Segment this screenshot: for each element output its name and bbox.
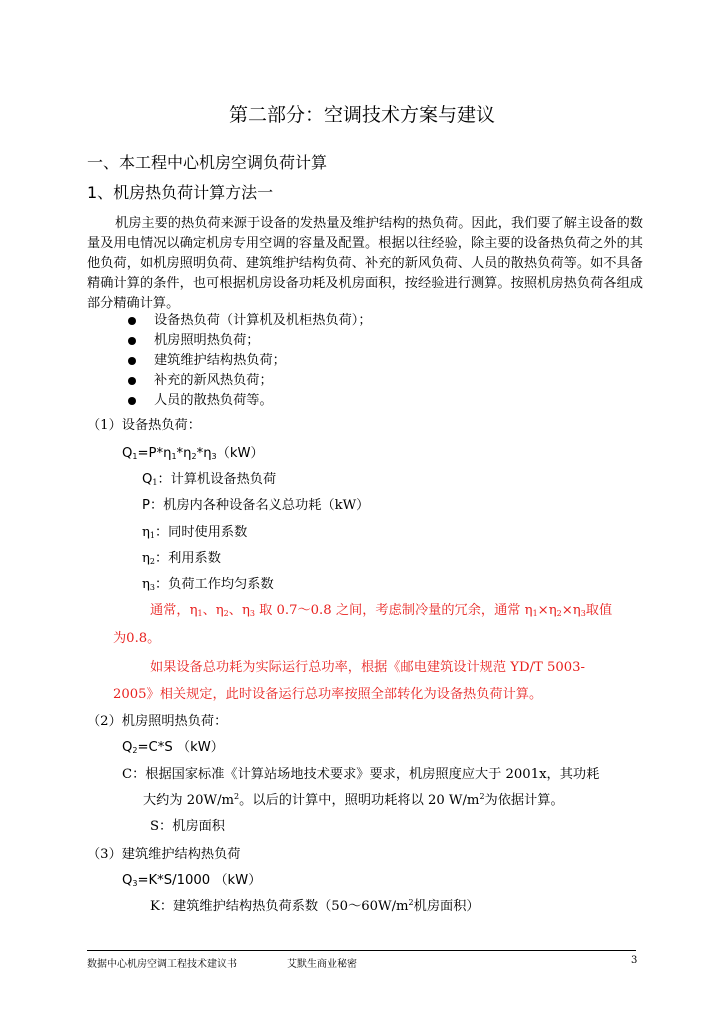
equipment-formula: $Q_1=P*\eta_1*\eta_2*\eta_3(kW)$: [122, 446, 264, 461]
structure-heading: （3）建筑维护结构热负荷: [87, 847, 241, 862]
lighting-heading: （2）机房照明热负荷：: [87, 714, 228, 729]
footer-confidential: 艾默生商业秘密: [287, 959, 357, 970]
definition-s: S：机房面积: [150, 819, 225, 834]
footer-document-title: 数据中心机房空调工程技术建议书: [87, 959, 237, 970]
bullet-icon: [128, 337, 136, 345]
bullet-icon: [128, 397, 136, 405]
list-item: 补充的新风热负荷；: [128, 371, 372, 391]
page-title: 第二部分：空调技术方案与建议: [228, 104, 495, 126]
intro-paragraph: 机房主要的热负荷来源于设备的发热量及维护结构的热负荷。因此，我们要了解主设备的数量及用电情况以确定机房专用空调的容量及配置。根据以往经验，除主要的设备热负荷之外的其他负荷，如机房照明负荷、建筑维护结构负荷、补充的新风负荷、人员的散热负荷等。如不具备精确计算的条件，也可根据机房设备功耗及机房面积，按经验进行测算。按照机房热负荷各组成部分精确计算。: [87, 216, 643, 311]
note-standard-line2: 2005》相关规定，此时设备运行总功率按照全部转化为设备热负荷计算。: [113, 687, 543, 702]
list-item: 人员的散热负荷等。: [128, 391, 372, 411]
definition-c-line1: C：根据国家标准《计算站场地技术要求》要求，机房照度应大于 2001x，其功耗: [122, 767, 600, 782]
note-coefficients-line1: 通常，$\eta_1$、$\eta_2$、$\eta_3$ 取 0.7～0.8 之间，考虑制冷量的冗余，通常 $\eta_1\times\eta_2\times\eta_3$取值: [150, 603, 613, 618]
list-item: 设备热负荷（计算机及机柜热负荷）；: [128, 311, 372, 331]
footer-divider: [87, 950, 636, 951]
equipment-heading: （1）设备热负荷：: [87, 418, 201, 433]
definition-eta2: $\eta_2$：利用系数: [142, 551, 221, 566]
definition-eta1: $\eta_1$：同时使用系数: [142, 525, 248, 540]
section-heading: 一、本工程中心机房空调负荷计算: [87, 153, 328, 172]
bullet-icon: [128, 317, 136, 325]
structure-formula: $Q_3=K*S/1000$ （kW）: [122, 873, 262, 888]
definition-p: P：机房内各种设备名义总功耗（kW）: [142, 498, 370, 513]
definition-c-line2: 大约为 $20W/m^2$。以后的计算中，照明功耗将以 20 $W/m^2$为依据计算。: [143, 792, 564, 808]
bullet-icon: [128, 377, 136, 385]
list-item: 机房照明热负荷；: [128, 331, 372, 351]
lighting-formula: $Q_2=C*S$ （kW）: [122, 740, 224, 755]
definition-eta3: $\eta_3$：负荷工作均匀系数: [142, 577, 274, 592]
list-item: 建筑维护结构热负荷；: [128, 351, 372, 371]
definition-k: K：建筑维护结构热负荷系数（$50\sim 60W/m^2$机房面积）: [150, 898, 480, 914]
definition-q1: $Q_1$：计算机设备热负荷: [142, 472, 277, 487]
bullet-icon: [128, 357, 136, 365]
note-coefficients-line2: 为0.8。: [113, 631, 161, 646]
bullet-list: [128, 311, 372, 411]
subsection-heading: 1、机房热负荷计算方法一: [87, 183, 274, 202]
footer-page-number: 3: [631, 955, 638, 966]
note-standard-line1: 如果设备总功耗为实际运行总功率，根据《邮电建筑设计规范 YD/T 5003-: [150, 660, 585, 675]
